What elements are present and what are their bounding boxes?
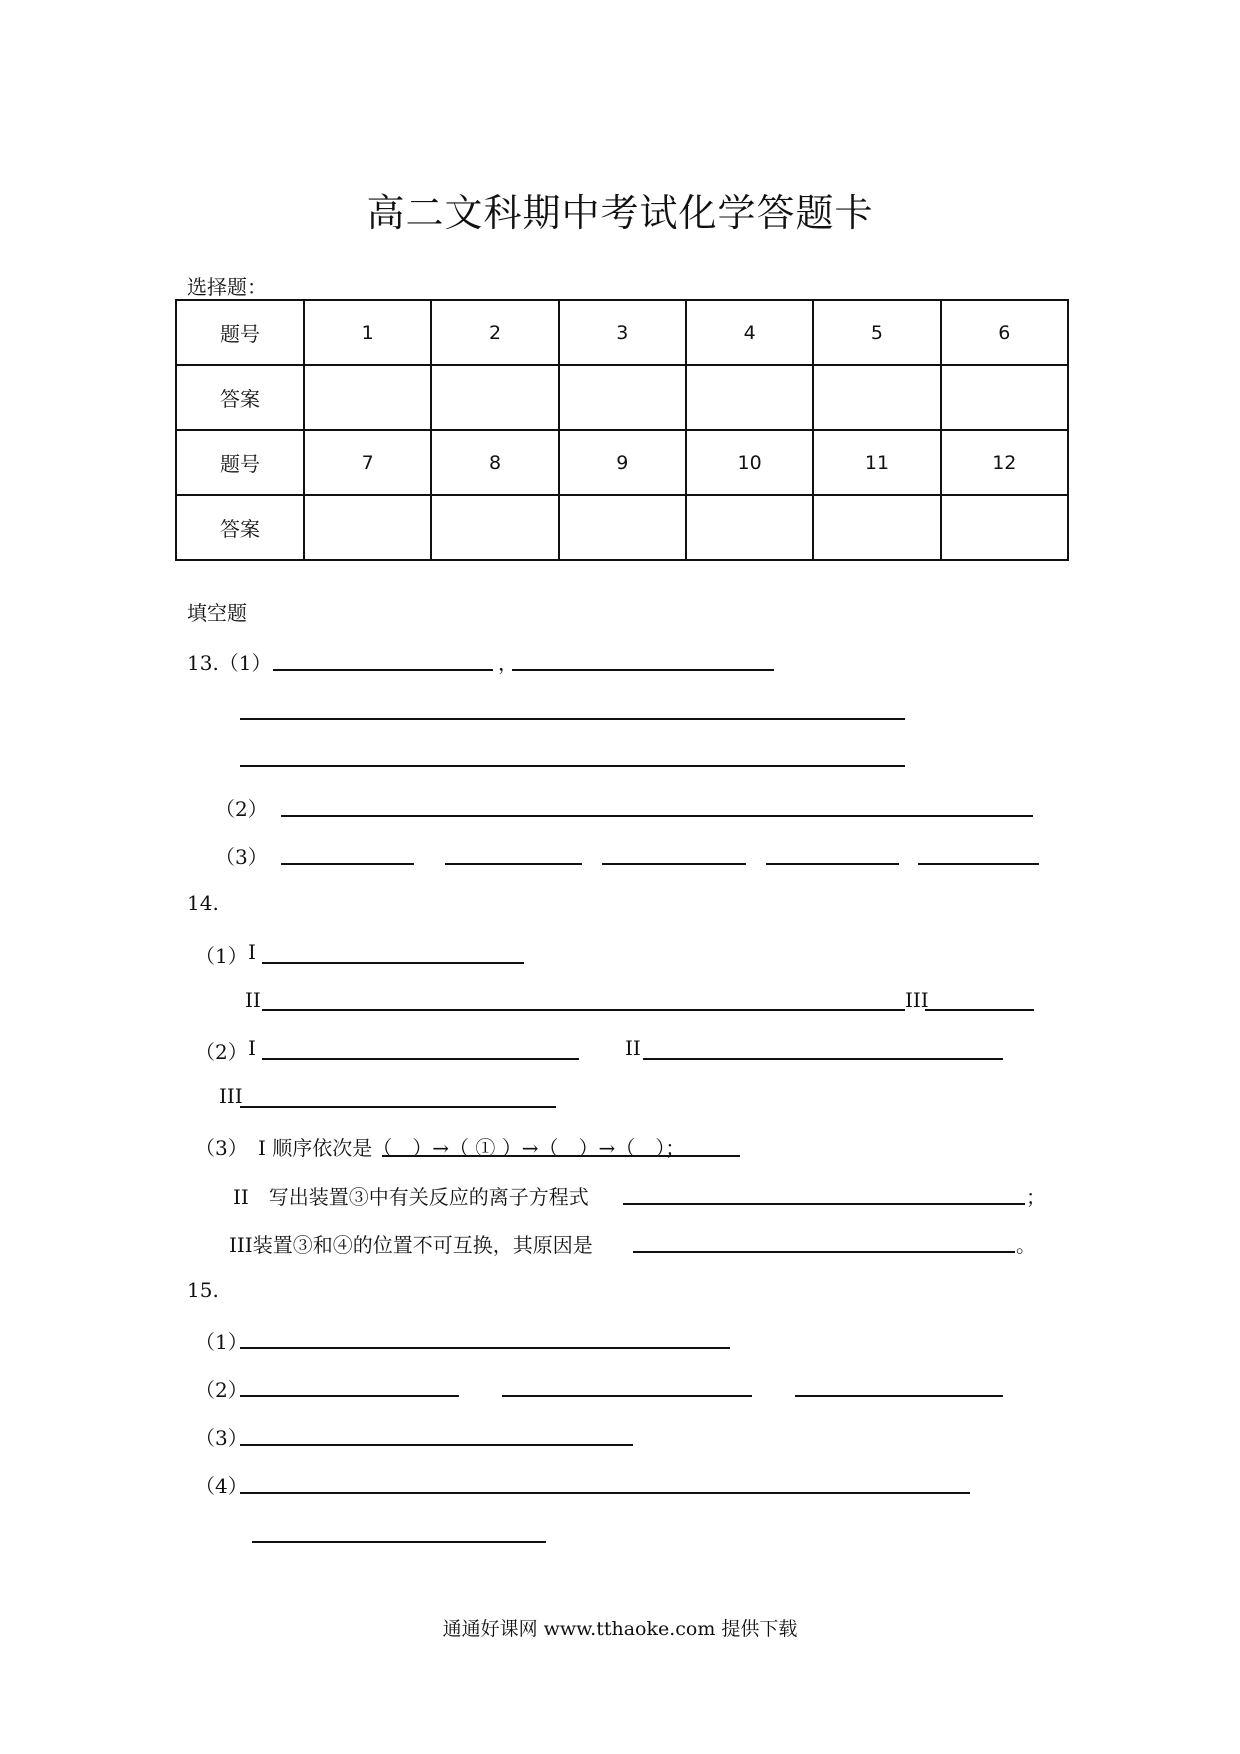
q14-number: 14.	[187, 891, 219, 915]
question-number-cell: 6	[941, 300, 1068, 365]
question-number-cell: 8	[431, 430, 558, 495]
q14-1-i-label: I	[248, 940, 256, 964]
q15-part-1: （1）	[195, 1330, 248, 1354]
q14-3-ii-text: II 写出装置③中有关反应的离子方程式	[233, 1185, 589, 1209]
answer-cell[interactable]	[686, 495, 813, 560]
q13-1-blank-d[interactable]	[240, 765, 905, 767]
answer-table-row-header: 答案	[176, 365, 304, 430]
q13-1-blank-b[interactable]	[512, 669, 774, 671]
answer-table-row	[176, 430, 1068, 495]
q13-3-blank-5[interactable]	[918, 863, 1039, 865]
q14-3-iii-end: 。	[1016, 1233, 1036, 1257]
question-number-cell: 4	[686, 300, 813, 365]
q13-3-blank-2[interactable]	[445, 863, 582, 865]
page-title: 高二文科期中考试化学答题卡	[366, 191, 874, 235]
q15-1-blank[interactable]	[240, 1347, 730, 1349]
question-number-cell: 10	[686, 430, 813, 495]
q15-2-blank-2[interactable]	[502, 1395, 752, 1397]
choice-section-label: 选择题：	[187, 275, 267, 299]
q15-4-blank-2[interactable]	[252, 1541, 546, 1543]
answer-table-row	[176, 495, 1068, 560]
q14-1-ii-label: II	[245, 988, 261, 1012]
q13-3-blank-1[interactable]	[281, 863, 414, 865]
q13-1-blank-a[interactable]	[273, 669, 493, 671]
answer-table-row-header: 题号	[176, 300, 304, 365]
q14-3-iii-text: III装置③和④的位置不可互换，其原因是	[229, 1233, 593, 1257]
q13-comma: ，	[498, 651, 518, 675]
q13-part-3: （3）	[215, 845, 268, 869]
answer-cell[interactable]	[941, 495, 1068, 560]
fill-section-label: 填空题	[187, 601, 247, 625]
answer-table-row	[176, 365, 1068, 430]
answer-table	[175, 299, 1069, 561]
q14-3-iii-blank[interactable]	[633, 1251, 1015, 1253]
q15-part-4: （4）	[195, 1474, 248, 1498]
q14-part-2: （2）	[195, 1040, 248, 1064]
question-number-cell: 12	[941, 430, 1068, 495]
question-number-cell: 2	[431, 300, 558, 365]
q15-3-blank[interactable]	[240, 1444, 633, 1446]
answer-cell[interactable]	[813, 365, 940, 430]
q13-3-blank-3[interactable]	[602, 863, 746, 865]
q15-part-2: （2）	[195, 1378, 248, 1402]
q14-part-1: （1）	[195, 944, 248, 968]
q14-part-3: （3）	[195, 1136, 248, 1160]
question-number-cell: 11	[813, 430, 940, 495]
q13-part-2: （2）	[215, 797, 268, 821]
answer-cell[interactable]	[431, 365, 558, 430]
q14-3-ii-blank[interactable]	[623, 1203, 1025, 1205]
answer-cell[interactable]	[559, 365, 686, 430]
q13-1-blank-c[interactable]	[240, 718, 905, 720]
q15-2-blank-3[interactable]	[795, 1395, 1003, 1397]
answer-cell[interactable]	[941, 365, 1068, 430]
q13-number: 13.（1）	[187, 651, 272, 675]
answer-cell[interactable]	[304, 365, 431, 430]
q14-3-i-text: I 顺序依次是（ ）→（ ① ）→（ ）→（ ）；	[258, 1136, 686, 1160]
answer-cell[interactable]	[304, 495, 431, 560]
answer-cell[interactable]	[431, 495, 558, 560]
q14-2-i-blank[interactable]	[262, 1058, 579, 1060]
q15-2-blank-1[interactable]	[240, 1395, 459, 1397]
q14-2-i-label: I	[248, 1036, 256, 1060]
answer-cell[interactable]	[559, 495, 686, 560]
q15-number: 15.	[187, 1278, 219, 1302]
page-footer: 通通好课网 www.tthaoke.com 提供下载	[442, 1618, 798, 1640]
q14-2-ii-label: II	[625, 1036, 641, 1060]
question-number-cell: 3	[559, 300, 686, 365]
q14-2-iii-label: III	[219, 1084, 243, 1108]
q14-2-iii-blank[interactable]	[240, 1106, 556, 1108]
q14-3-i-underline	[382, 1155, 740, 1157]
q14-1-iii-blank[interactable]	[925, 1009, 1034, 1011]
q15-4-blank-1[interactable]	[240, 1492, 970, 1494]
q14-3-ii-end: ；	[1026, 1185, 1046, 1209]
answer-table-row-header: 题号	[176, 430, 304, 495]
answer-table-row-header: 答案	[176, 495, 304, 560]
question-number-cell: 1	[304, 300, 431, 365]
q14-1-i-blank[interactable]	[262, 962, 524, 964]
question-number-cell: 7	[304, 430, 431, 495]
q13-3-blank-4[interactable]	[766, 863, 899, 865]
q13-2-blank[interactable]	[281, 815, 1033, 817]
question-number-cell: 5	[813, 300, 940, 365]
answer-cell[interactable]	[686, 365, 813, 430]
q15-part-3: （3）	[195, 1426, 248, 1450]
q14-2-ii-blank[interactable]	[643, 1058, 1003, 1060]
answer-cell[interactable]	[813, 495, 940, 560]
question-number-cell: 9	[559, 430, 686, 495]
answer-table-row	[176, 300, 1068, 365]
q14-1-ii-blank[interactable]	[262, 1009, 905, 1011]
q14-1-iii-label: III	[905, 988, 929, 1012]
